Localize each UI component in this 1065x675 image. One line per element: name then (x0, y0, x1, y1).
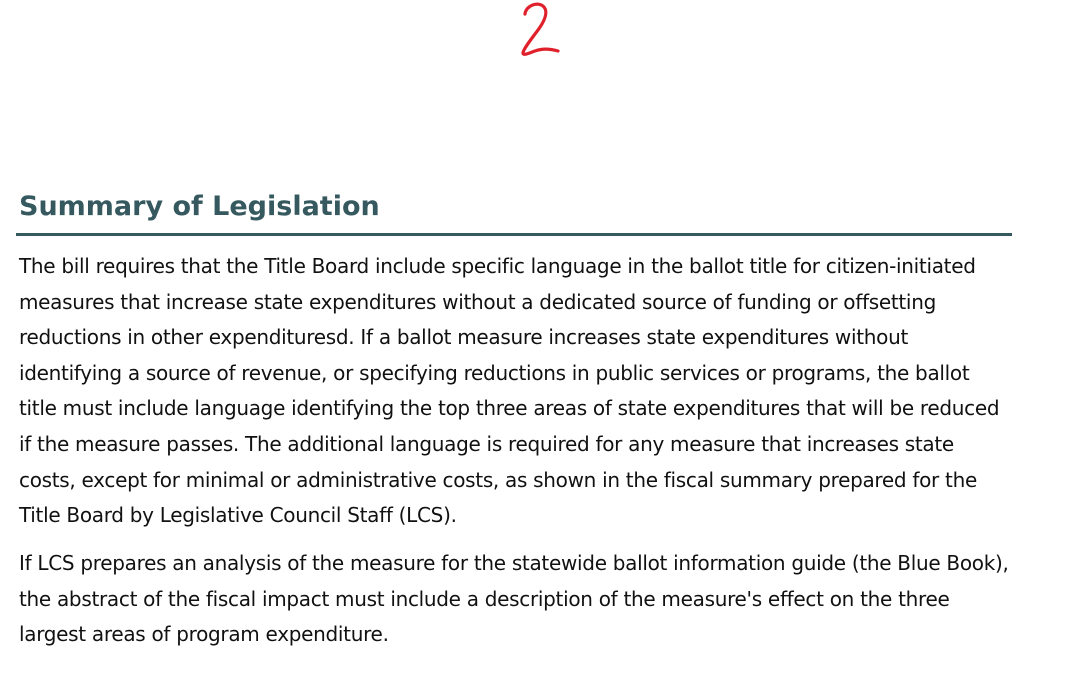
summary-paragraph: If LCS prepares an analysis of the measure for the statewide ballot information guide (the Blue Book), the abstract of the fiscal impact must include a description of the measure's effect on the three largest areas of program expenditure. (19, 551, 1009, 647)
section-heading: Summary of Legislation (19, 191, 380, 222)
handwritten-page-number-mark (515, 0, 565, 60)
summary-paragraph: The bill requires that the Title Board include specific language in the ballot title for citizen-initiated measures that increase state expenditures without a dedicated source of funding or offsetting reductions in other expendituresd. If a ballot measure increases state expenditures without identifying a source of revenue, or specifying reductions in public services or programs, the ballot title must include language identifying the top three areas of state expenditures that will be reduced if the measure passes. The additional language is required for any measure that increases state costs, except for minimal or administrative costs, as shown in the fiscal summary prepared for the Title Board by Legislative Council Staff (LCS). (19, 254, 1000, 528)
heading-divider (16, 233, 1012, 236)
